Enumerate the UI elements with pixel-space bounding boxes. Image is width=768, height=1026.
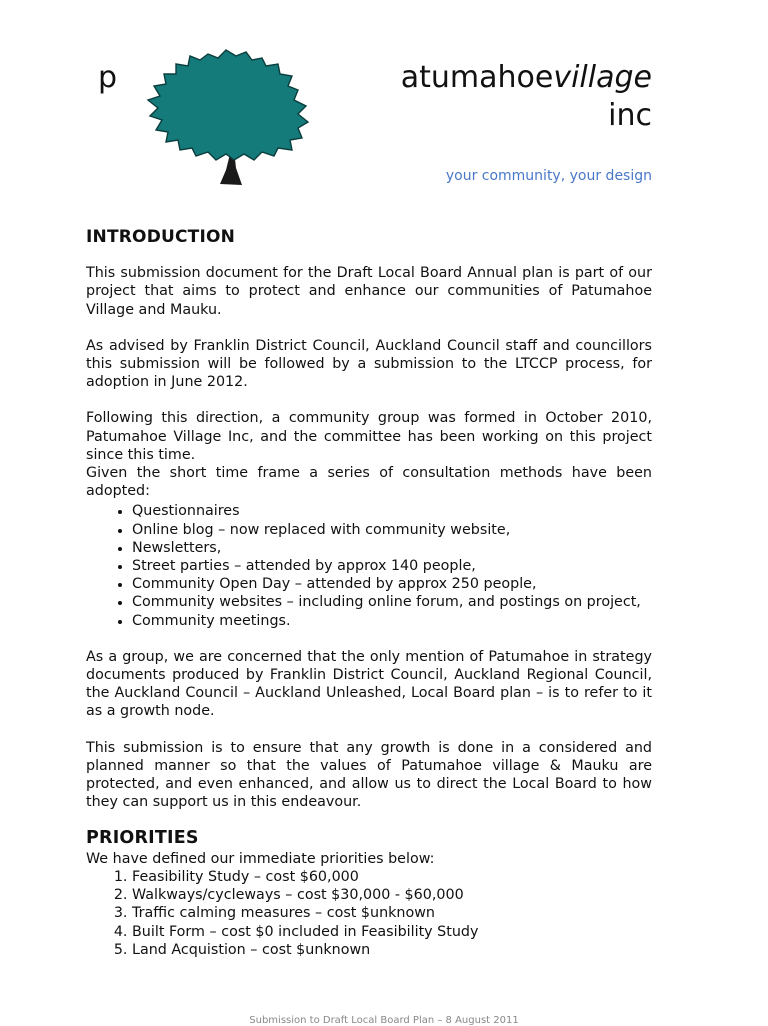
tagline: your community, your design <box>445 168 652 184</box>
consultation-methods-list <box>86 502 652 629</box>
page-footer: Submission to Draft Local Board Plan – 8 August 2011 <box>249 1015 519 1026</box>
logo-wordmark <box>401 58 652 98</box>
intro-paragraph-4: Given the short time frame a series of consultation methods have been adopted: <box>86 465 652 500</box>
list-item: • Community Open Day – attended by approx 250 people, <box>132 575 652 593</box>
document-body <box>86 228 652 959</box>
list-item: 1. Feasibility Study – cost $60,000 <box>132 868 652 886</box>
list-item: 2. Walkways/cycleways – cost $30,000 - $60,000 <box>132 886 652 904</box>
list-item: • Newsletters, <box>132 539 652 557</box>
priorities-list <box>86 868 652 959</box>
logo-letter: p <box>98 60 118 95</box>
list-item: • Community meetings. <box>132 612 652 630</box>
list-item: • Online blog – now replaced with community website, <box>132 521 652 539</box>
logo-suffix: inc <box>608 98 652 133</box>
intro-paragraph-1: This submission document for the Draft Local Board Annual plan is part of our project that aims to protect and enhance our communities of Patumahoe Village and Mauku. <box>86 265 652 318</box>
list-item: • Street parties – attended by approx 140 people, <box>132 557 652 575</box>
logo-wordmark-italic: village <box>553 60 652 95</box>
intro-paragraph-2: As advised by Franklin District Council, Auckland Council staff and councillors this submission will be followed by a submission to the LTCCP process, for adoption in June 2012. <box>86 337 652 391</box>
list-item: • Questionnaires <box>132 502 652 520</box>
priorities-intro: We have defined our immediate priorities below: <box>86 850 435 867</box>
list-item: 3. Traffic calming measures – cost $unknown <box>132 904 652 922</box>
list-item: • Community websites – including online forum, and postings on project, <box>132 593 652 611</box>
priorities-heading: PRIORITIES <box>86 828 199 849</box>
tree-logo-icon <box>130 44 316 190</box>
introduction-heading: INTRODUCTION <box>86 227 236 247</box>
intro-paragraph-5: As a group, we are concerned that the only mention of Patumahoe in strategy documents produced by Franklin District Council, Auckland Regional Council, the Auckland Council – Auckland Unleashed, Local Board plan – is to refer to it as a growth node. <box>86 648 652 720</box>
intro-paragraph-6: This submission is to ensure that any growth is done in a considered and planned manner so that the values of Patumahoe village & Mauku are protected, and even enhanced, and allow us to direct the Local Board to how they can support us in this endeavour. <box>86 739 652 811</box>
list-item: 5. Land Acquistion – cost $unknown <box>132 941 652 959</box>
list-item: 4. Built Form – cost $0 included in Feasibility Study <box>132 923 652 941</box>
intro-paragraph-3: Following this direction, a community group was formed in October 2010, Patumahoe Village Inc, and the committee has been working on this project since this time. <box>86 410 652 463</box>
logo-wordmark-regular: atumahoe <box>400 60 554 95</box>
